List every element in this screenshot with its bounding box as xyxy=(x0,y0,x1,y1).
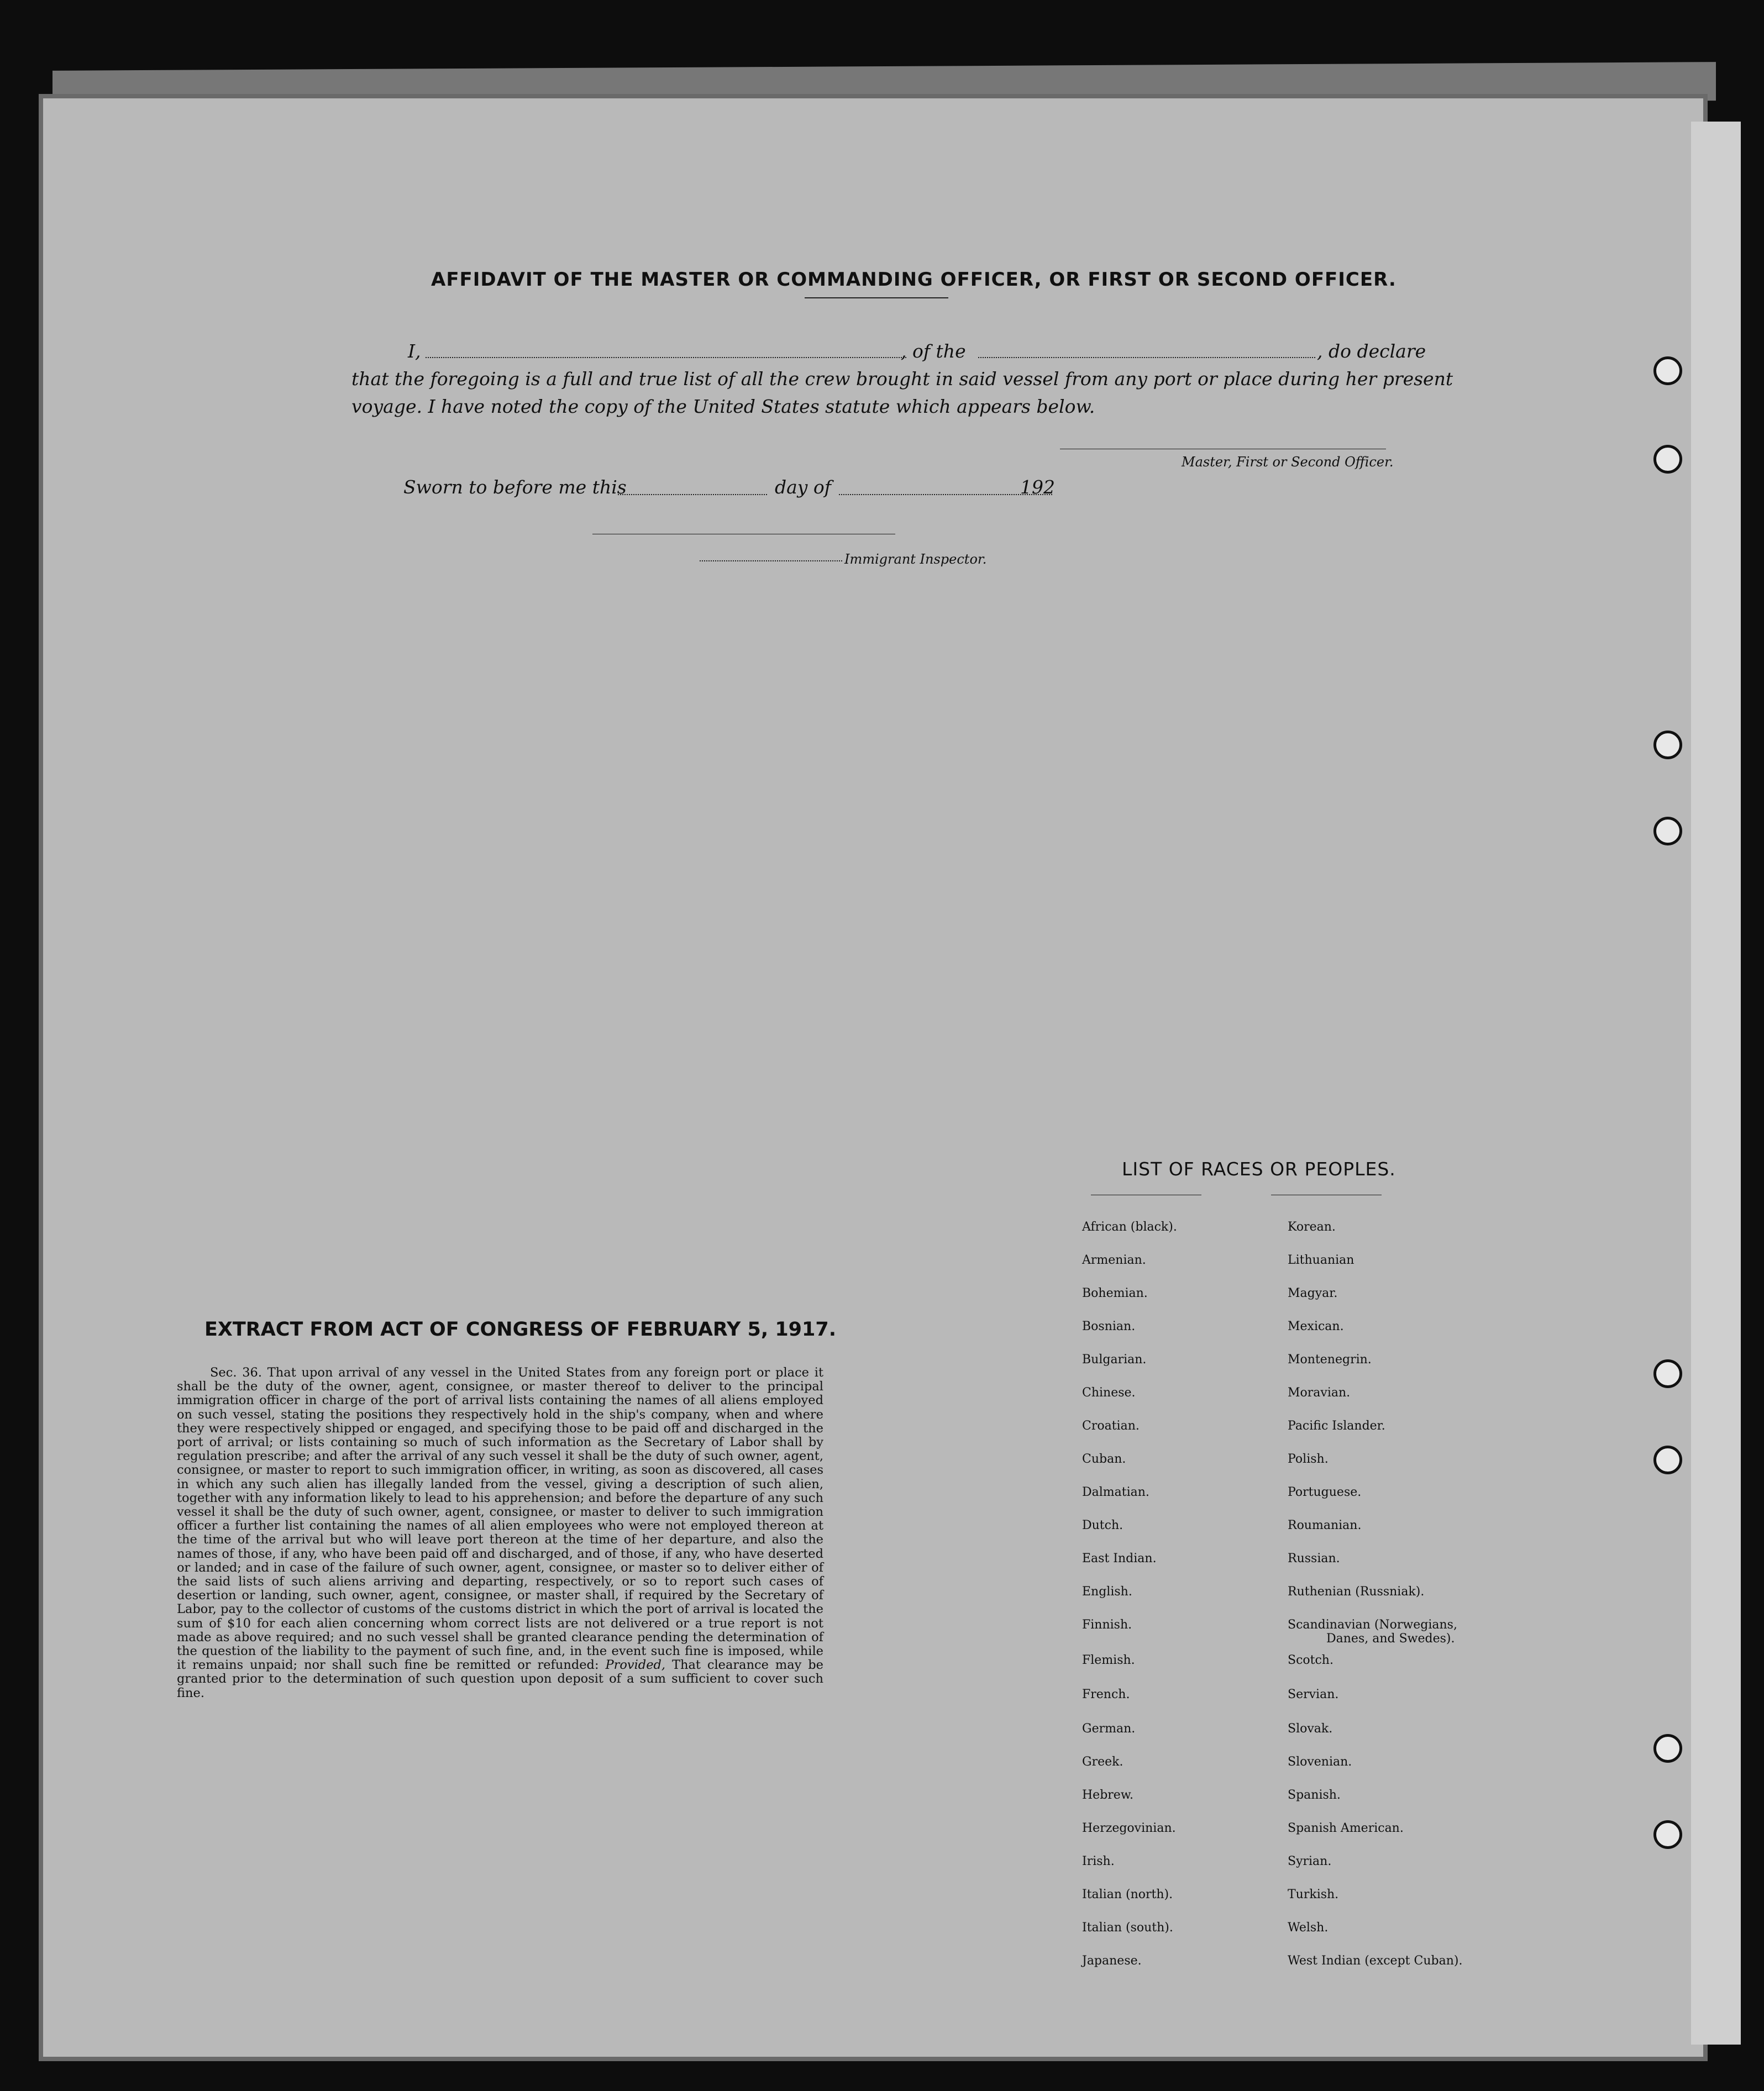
affidavit-title: AFFIDAVIT OF THE MASTER OR COMMANDING OFFICER, OR FIRST OR SECOND OFFICER. xyxy=(431,269,1397,291)
race-left: English. xyxy=(1082,1585,1132,1599)
master-label: Master, First or Second Officer. xyxy=(1182,454,1394,470)
name-blank-line[interactable] xyxy=(426,357,906,358)
race-left: Croatian. xyxy=(1082,1419,1140,1433)
race-left: Japanese. xyxy=(1082,1954,1142,1968)
race-right: Scandinavian (Norwegians, xyxy=(1288,1618,1457,1632)
title-rule xyxy=(805,297,948,298)
race-left: Irish. xyxy=(1082,1854,1115,1868)
extract-title: EXTRACT FROM ACT OF CONGRESS OF FEBRUARY 5, 1917. xyxy=(204,1318,837,1341)
race-right-continuation: Danes, and Swedes). xyxy=(1326,1632,1455,1646)
race-right: Servian. xyxy=(1288,1688,1339,1701)
binder-hole-icon xyxy=(1653,356,1682,385)
race-right: Portuguese. xyxy=(1288,1485,1362,1499)
race-right: Syrian. xyxy=(1288,1854,1332,1868)
race-left: Italian (north). xyxy=(1082,1888,1173,1901)
binder-hole-icon xyxy=(1653,1359,1682,1388)
race-right: Scotch. xyxy=(1288,1653,1334,1667)
race-left: Bulgarian. xyxy=(1082,1353,1147,1367)
inspector-label: Immigrant Inspector. xyxy=(844,551,987,567)
affidavit-line2: voyage. I have noted the copy of the United States statute which appears below. xyxy=(351,396,1095,417)
race-right: Roumanian. xyxy=(1288,1519,1362,1532)
race-right: Pacific Islander. xyxy=(1288,1419,1385,1433)
affidavit-line1: that the foregoing is a full and true list of all the crew brought in said vessel from any port or place during her present xyxy=(351,368,1453,390)
section-number: Sec. 36. xyxy=(210,1365,262,1380)
race-left: Chinese. xyxy=(1082,1386,1136,1400)
race-left: Bosnian. xyxy=(1082,1320,1136,1333)
provided-word: Provided, xyxy=(605,1658,666,1673)
race-left: East Indian. xyxy=(1082,1552,1157,1565)
day-blank-line[interactable] xyxy=(618,494,767,495)
race-right: Ruthenian (Russniak). xyxy=(1288,1585,1425,1599)
race-right: Welsh. xyxy=(1288,1921,1329,1935)
races-title: LIST OF RACES OR PEOPLES. xyxy=(1122,1158,1396,1180)
vessel-blank-line[interactable] xyxy=(978,357,1315,358)
sworn-text: Sworn to before me this xyxy=(403,476,627,498)
inspector-dotted-line[interactable] xyxy=(700,560,842,561)
race-right: Polish. xyxy=(1288,1452,1329,1466)
race-right: Mexican. xyxy=(1288,1320,1344,1333)
race-left: Bohemian. xyxy=(1082,1286,1148,1300)
race-right-scandinavian xyxy=(1288,1618,1457,1646)
race-left: Italian (south). xyxy=(1082,1921,1173,1935)
race-right: Russian. xyxy=(1288,1552,1340,1565)
race-right: Magyar. xyxy=(1288,1286,1338,1300)
race-right: West Indian (except Cuban). xyxy=(1288,1954,1463,1968)
race-left: Greek. xyxy=(1082,1755,1124,1769)
race-right: Moravian. xyxy=(1288,1386,1351,1400)
race-left: German. xyxy=(1082,1722,1136,1736)
race-left: Cuban. xyxy=(1082,1452,1126,1466)
binder-hole-icon xyxy=(1653,1734,1682,1763)
race-left: Finnish. xyxy=(1082,1618,1132,1632)
race-left: Dutch. xyxy=(1082,1519,1124,1532)
race-left: African (black). xyxy=(1082,1220,1177,1234)
extract-body-text-1: That upon arrival of any vessel in the United States from any foreign port or place it shall be the duty of the owner, agent, consignee, or master thereof to deliver to the principal immigration officer in charge of the port of arrival lists containing the names of all aliens employed on such vessel, stating the positions they respectively hold in the ship's company, when and where they were respectively shipped or engaged, and specifying those to be paid off and discharged in the port of arrival; or lists containing so much of such information as the Secretary of Labor shall by regulation prescribe; and after the arrival of any such vessel it shall be the duty of such owner, agent, consignee, or master to report to such immigration officer, in writing, as soon as discovered, all cases in which any such alien has illegally landed from the vessel, giving a description of such alien, together with any information likely to lead to his apprehension; and before the departure of any such vessel it shall be the duty of such owner, agent, consignee, or master to deliver to such immigration officer a further list containing the names of all alien employees who were not employed thereon at the time of the arrival but who will leave port thereon at the time of her departure, and also the names of those, if any, who have been paid off and discharged, and of those, if any, who have deserted or landed; and in case of the failure of such owner, agent, consignee, or master so to deliver either of the said lists of such aliens arriving and departing, respectively, or so to report such cases of desertion or landing, such owner, agent, consignee, or master shall, if required by the Secretary of Labor, pay to the collector of customs of the customs district in which the port of arrival is located the sum of $10 for each alien concerning whom correct lists are not delivered or a true report is not made as above required; and no such vessel shall be granted clearance pending the determination of the question of the liability to the payment of such fine, and, in the event such fine is imposed, while it remains unpaid; nor shall such fine be remitted or refunded: xyxy=(177,1365,823,1673)
sheet-right-margin xyxy=(1691,122,1741,2045)
year-text: 192 xyxy=(1020,476,1055,498)
race-left: Herzegovinian. xyxy=(1082,1821,1176,1835)
race-right: Slovak. xyxy=(1288,1722,1333,1736)
extract-body xyxy=(177,1366,823,1700)
binder-hole-icon xyxy=(1653,1446,1682,1474)
race-right: Turkish. xyxy=(1288,1888,1339,1901)
binder-hole-icon xyxy=(1653,445,1682,474)
binder-hole-icon xyxy=(1653,1820,1682,1849)
race-left: Flemish. xyxy=(1082,1653,1135,1667)
race-right: Slovenian. xyxy=(1288,1755,1352,1769)
day-of-text: day of xyxy=(775,476,832,498)
race-right: Spanish. xyxy=(1288,1788,1341,1802)
affidavit-of-the: , of the xyxy=(901,340,966,362)
race-right: Lithuanian xyxy=(1288,1253,1355,1267)
affidavit-do-declare: , do declare xyxy=(1317,340,1426,362)
race-left: Armenian. xyxy=(1082,1253,1146,1267)
race-left: French. xyxy=(1082,1688,1130,1701)
race-left: Hebrew. xyxy=(1082,1788,1134,1802)
race-right: Spanish American. xyxy=(1288,1821,1404,1835)
affidavit-i: I, xyxy=(408,340,421,362)
race-right: Montenegrin. xyxy=(1288,1353,1372,1367)
binder-hole-icon xyxy=(1653,817,1682,845)
extract-body-text-2: That clearance may be granted prior to the determination of such question upon deposit of a sum sufficient to cover such fine. xyxy=(177,1658,823,1700)
binder-hole-icon xyxy=(1653,731,1682,759)
race-right: Korean. xyxy=(1288,1220,1336,1234)
race-left: Dalmatian. xyxy=(1082,1485,1149,1499)
